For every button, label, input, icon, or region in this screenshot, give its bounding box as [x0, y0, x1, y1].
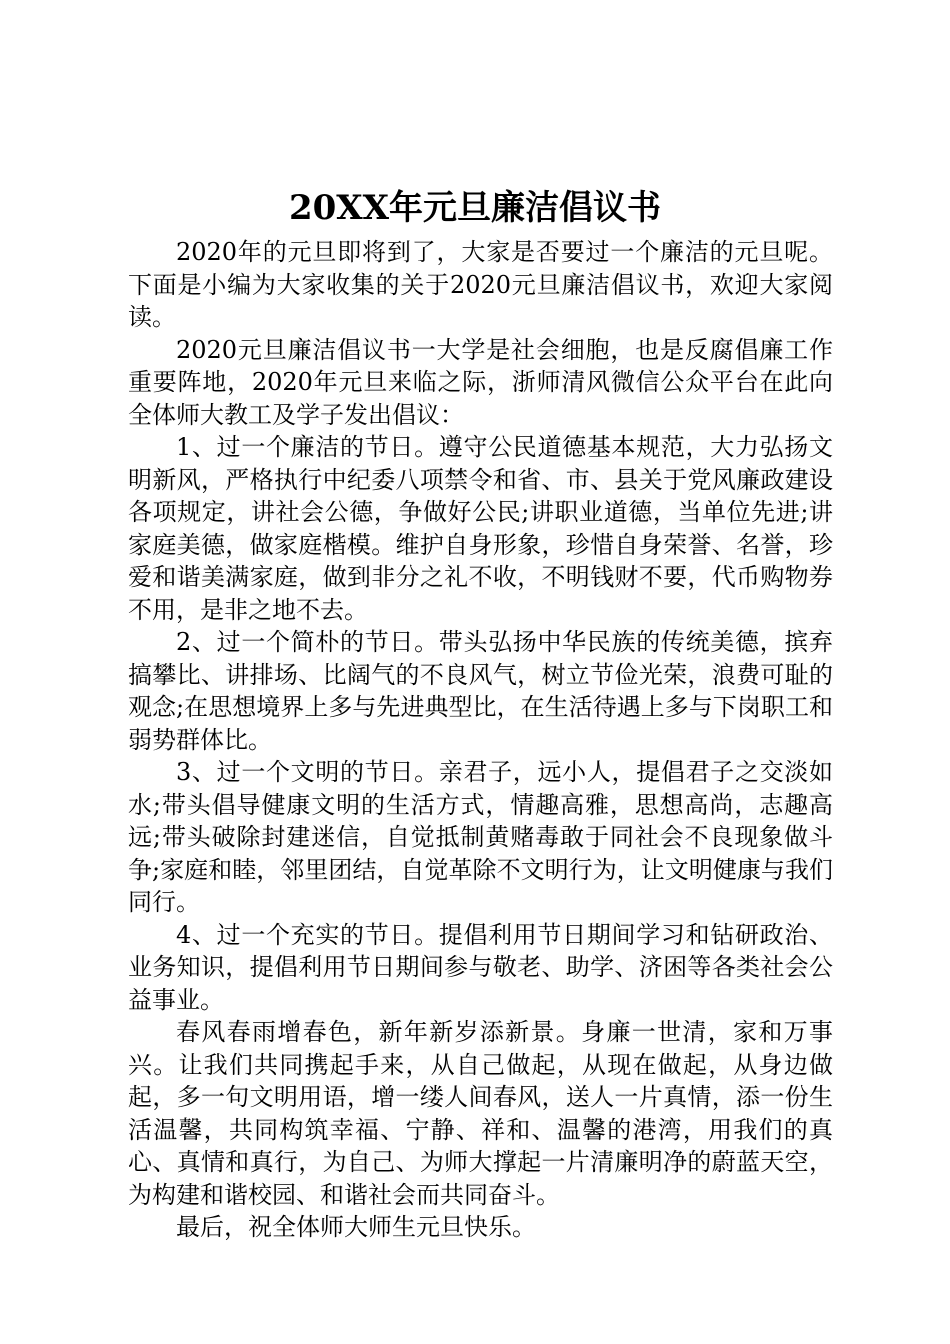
paragraph-item-4: 4、过一个充实的节日。提倡利用节日期间学习和钻研政治、业务知识，提倡利用节日期间参与敬老、助学、济困等各类社会公益事业。 — [128, 920, 833, 1014]
paragraph-intro: 2020年的元旦即将到了，大家是否要过一个廉洁的元旦呢。下面是小编为大家收集的关于2020元旦廉洁倡议书，欢迎大家阅读。 — [128, 238, 833, 331]
paragraph-closing: 春风春雨增春色，新年新岁添新景。身廉一世清，家和万事兴。让我们共同携起手来，从自己做起，从现在做起，从身边做起，多一句文明用语，增一缕人间春风，送人一片真情，添一份生活温馨，共同构筑幸福、宁静、祥和、温馨的港湾，用我们的真心、真情和真行，为自己、为师大撑起一片清廉明净的蔚蓝天空，为构建和谐校园、和谐社会而共同奋斗。 — [128, 1018, 833, 1209]
paragraph-wishes: 最后，祝全体师大师生元旦快乐。 — [176, 1213, 536, 1241]
paragraph-item-2: 2、过一个简朴的节日。带头弘扬中华民族的传统美德，摈弃搞攀比、讲排场、比阔气的不良风气，树立节俭光荣，浪费可耻的观念;在思想境界上多与先进典型比，在生活待遇上多与下岗职工和弱势群体比。 — [128, 628, 833, 754]
paragraph-item-1: 1、过一个廉洁的节日。遵守公民道德基本规范，大力弘扬文明新风，严格执行中纪委八项禁令和省、市、县关于党风廉政建设各项规定，讲社会公德，争做好公民;讲职业道德，当单位先进;讲家庭美德，做家庭楷模。维护自身形象，珍惜自身荣誉、名誉，珍爱和谐美满家庭，做到非分之礼不收，不明钱财不要，代币购物券不用，是非之地不去。 — [128, 433, 833, 624]
paragraph-item-3: 3、过一个文明的节日。亲君子，远小人，提倡君子之交淡如水;带头倡导健康文明的生活方式，情趣高雅，思想高尚，志趣高远;带头破除封建迷信，自觉抵制黄赌毒敢于同社会不良现象做斗争;家庭和睦，邻里团结，自觉革除不文明行为，让文明健康与我们同行。 — [128, 758, 833, 916]
document-body — [128, 236, 833, 1244]
document-title: 20XX年元旦廉洁倡议书 — [288, 188, 662, 228]
paragraph-preface: 2020元旦廉洁倡议书一大学是社会细胞，也是反腐倡廉工作重要阵地，2020年元旦来临之际，浙师清风微信公众平台在此向全体师大教工及学子发出倡议： — [128, 335, 833, 429]
